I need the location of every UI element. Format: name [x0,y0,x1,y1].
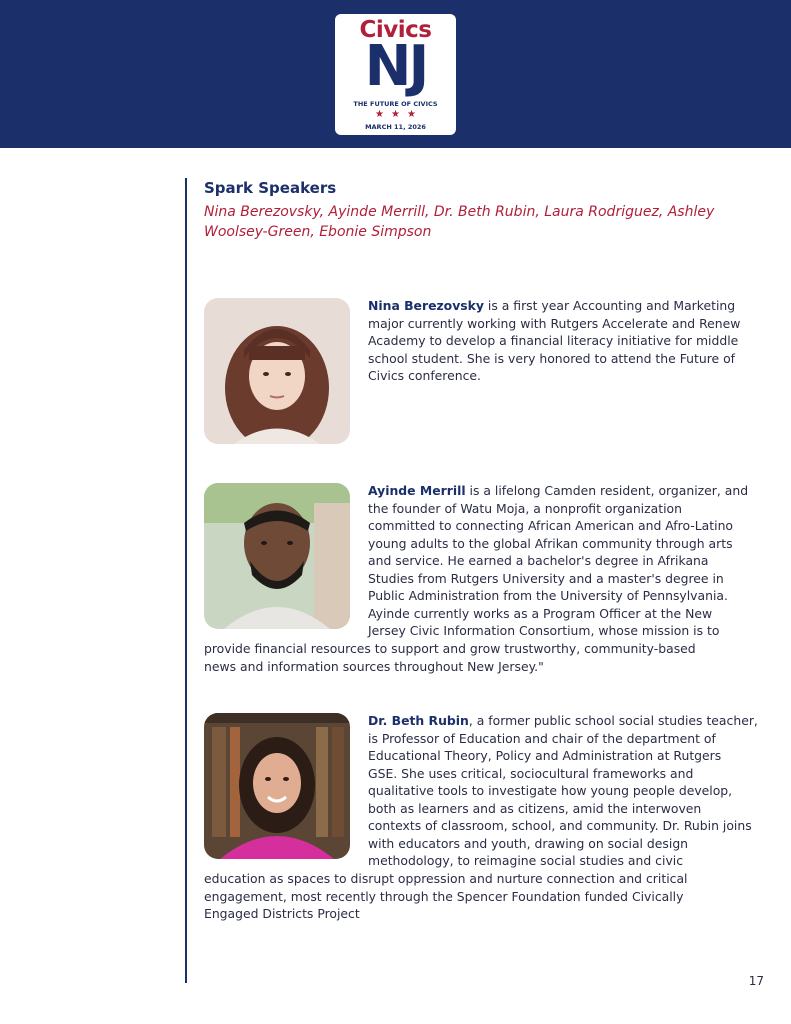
bio-nina-berezovsky [368,297,763,385]
bio-line: major currently working with Rutgers Accelerate and Renew [368,315,741,331]
portrait-image [204,713,350,859]
bio-line: Engaged Districts Project [204,906,360,921]
bio-ayinde-merrill-continued [204,640,774,675]
bio-line: Jersey Civic Information Consortium, whose mission is to [368,623,720,638]
logo-date: MARCH 11, 2026 [365,123,426,131]
bio-line: is Professor of Education and chair of the department of [368,730,716,746]
bio-line: engagement, most recently through the Spencer Foundation funded Civically [204,888,684,904]
civics-nj-logo [335,14,456,135]
bio-beth-rubin-continued [204,870,774,923]
speaker-photo-nina-berezovsky [204,298,350,444]
bio-line: committed to connecting African American and Afro-Latino [368,518,734,533]
bio-line: methodology, to reimagine social studies and civic [368,853,684,868]
speaker-names: Nina Berezovsky, Ayinde Merrill, Dr. Beth Rubin, Laura Rodriguez, Ashley Woolsey-Green, Ebonie Simpson [204,204,715,240]
section-title: Spark Speakers [204,179,337,197]
bio-line: and service. He earned a bachelor's degree in Afrikana [368,553,709,568]
bio-ayinde-merrill [368,482,763,640]
speaker-name: Dr. Beth Rubin [368,713,469,728]
bio-line: Ayinde currently works as a Program Officer at the New [368,605,713,621]
bio-line: Nina Berezovsky is a first year Accounting and Marketing [368,298,736,313]
speaker-photo-ayinde-merrill [204,483,350,629]
portrait-image [204,298,350,444]
logo-stars: ★★★ [375,109,423,120]
bio-line: with educators and youth, drawing on social design [368,835,689,851]
speaker-name: Nina Berezovsky [368,298,484,313]
vertical-rule [185,178,187,983]
bio-line: news and information sources throughout New Jersey." [204,658,544,674]
page-number: 17 [748,974,764,988]
logo-state: NJ [364,34,427,99]
portrait-image [204,483,350,629]
bio-beth-rubin [368,712,768,870]
bio-line: both as learners and as citizens, amid the interwoven [368,800,702,816]
bio-line: Ayinde Merrill is a lifelong Camden resident, organizer, and [368,483,749,498]
speaker-photo-beth-rubin [204,713,350,859]
logo-word: Civics [359,17,432,43]
logo-tagline: THE FUTURE OF CIVICS [353,100,438,108]
bio-line: Educational Theory, Policy and Administration at Rutgers [368,748,722,763]
bio-line: Dr. Beth Rubin, a former public school social studies teacher, [368,713,758,728]
bio-line: GSE. She uses critical, sociocultural frameworks and [368,765,694,781]
speaker-name: Ayinde Merrill [368,483,466,498]
bio-line: school student. She is very honored to attend the Future of [368,350,736,366]
bio-line: young adults to the global Afrikan community through arts [368,535,733,551]
bio-line: education as spaces to disrupt oppression and nurture connection and critical [204,871,688,886]
bio-line: provide financial resources to support and grow trustworthy, community-based [204,641,696,656]
bio-line: Public Administration from the University of Pennsylvania. [368,588,728,603]
bio-line: the founder of Watu Moja, a nonprofit organization [368,500,682,516]
bio-line: contexts of classroom, school, and community. Dr. Rubin joins [368,818,752,833]
bio-line: Academy to develop a financial literacy initiative for middle [368,333,739,348]
bio-line: Civics conference. [368,368,481,383]
bio-line: qualitative tools to investigate how young people develop, [368,783,733,798]
header-band [0,0,791,148]
bio-line: Studies from Rutgers University and a master's degree in [368,570,724,586]
